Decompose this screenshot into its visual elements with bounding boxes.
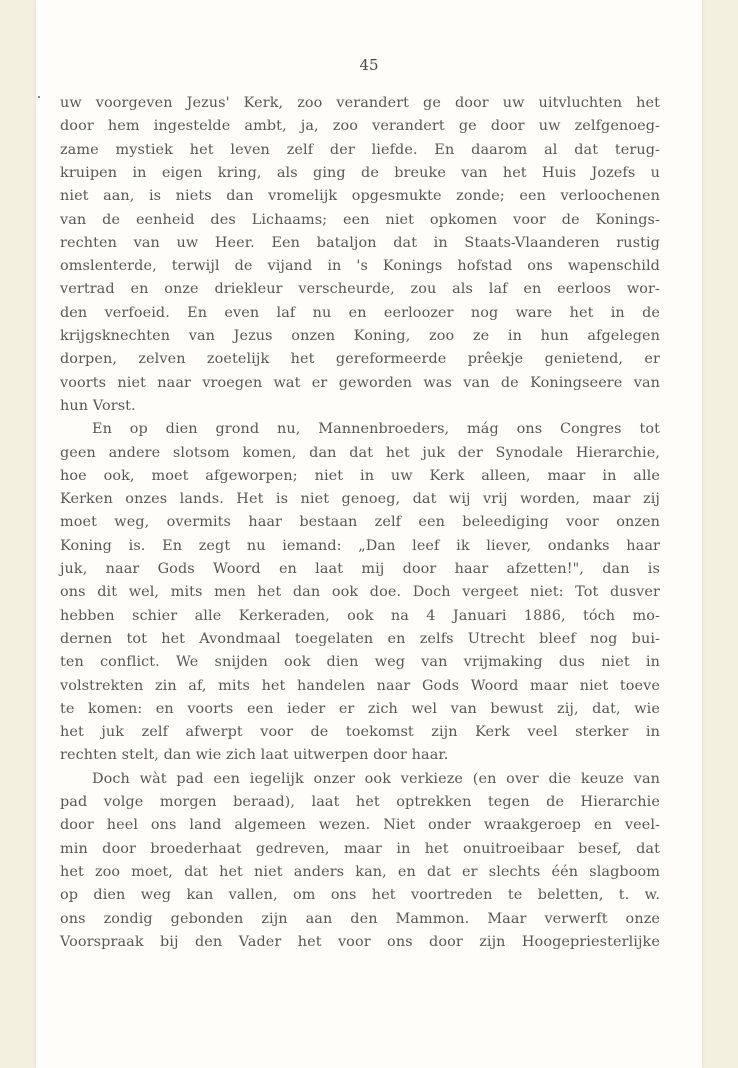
text-line: dorpen, zelven zoetelijk het gereformeerde prêekje genietend, er [60,351,660,368]
text-line: zame mystiek het leven zelf der liefde. En daarom al dat terug- [60,141,660,158]
text-line: door heel ons land algemeen wezen. Niet onder wraakgeroep en veel- [60,817,660,834]
text-line: rechten van uw Heer. Een bataljon dat in Staats-Vlaanderen rustig [60,234,660,251]
text-line: Kerken onzes lands. Het is niet genoeg, dat wij vrij worden, maar zij [60,491,660,508]
text-line: voorts niet naar vroegen wat er geworden was van de Koningseere van [60,374,660,391]
text-line: het zoo moet, dat het niet anders kan, en dat er slechts één slagboom [60,863,660,880]
text-line: juk, naar Gods Woord en laat mij door haar afzetten!", dan is [60,561,660,577]
text-line: ten conflict. We snijden ook dien weg van vrijmaking dus niet in [60,654,660,671]
text-line: te komen: en voorts een ieder er zich wel van bewust zij, dat, wie [60,700,660,717]
text-line: min door broederhaat gedreven, maar in het onuitroeibaar besef, dat [60,840,660,857]
page-number: 45 [359,56,379,74]
text-line: omslenterde, terwijl de vijand in 's Konings hofstad ons wapenschild [60,258,660,275]
text-line: hebben schier alle Kerkeraden, ook na 4 Januari 1886, tóch mo- [60,607,660,624]
text-line: hun Vorst. [60,397,136,414]
text-line: door hem ingestelde ambt, ja, zoo verandert ge door uw zelfgenoeg- [60,118,660,135]
text-line: moet weg, overmits haar bestaan zelf een beleediging voor onzen [60,514,660,531]
text-line: niet aan, is niets dan vromelijk opgesmukte zonde; een verloochenen [60,188,660,205]
text-line: En op dien grond nu, Mannenbroeders, mág ons Congres tot [92,421,660,438]
text-line: geen andere slotsom komen, dan dat het juk der Synodale Hierarchie, [60,444,660,461]
text-line: Doch wàt pad een iegelijk onzer ook verkieze (en over die keuze van [92,770,660,787]
text-line: krijgsknechten van Jezus onzen Koning, zoo ze in hun afgelegen [60,328,660,344]
text-line: volstrekten zin af, mits het handelen naar Gods Woord maar niet toeve [60,677,660,694]
text-line: kruipen in eigen kring, als ging de breuke van het Huis Jozefs u [60,164,660,181]
text-line: den verfoeid. En even laf nu en eerloozer nog ware het in de [60,304,660,321]
text-line: ons dit wel, mits men het dan ook doe. Doch vergeet niet: Tot dusver [60,584,660,601]
text-line: op dien weg kan vallen, om ons het voortreden te beletten, t. w. [60,887,660,904]
text-line: dernen tot het Avondmaal toegelaten en zelfs Utrecht bleef nog bui- [60,630,660,647]
text-line: Voorspraak bij den Vader het voor ons door zijn Hoogepriesterlijke [60,933,660,950]
margin-speck [38,96,40,98]
text-line: het juk zelf afwerpt voor de toekomst zijn Kerk veel sterker in [60,724,660,741]
text-line: ons zondig gebonden zijn aan den Mammon. Maar verwerft onze [60,910,660,927]
text-line: pad volge morgen beraad), laat het optrekken tegen de Hierarchie [60,794,660,810]
paper-sheet [36,0,702,1068]
text-line: Koning is. En zegt nu iemand: „Dan leef ik liever, ondanks haar [60,537,660,554]
text-line: uw voorgeven Jezus' Kerk, zoo verandert ge door uw uitvluchten het [60,95,660,111]
text-line: hoe ook, moet afgeworpen; niet in uw Kerk alleen, maar in alle [60,467,660,484]
text-line: van de eenheid des Lichaams; een niet opkomen voor de Konings- [60,211,660,228]
text-line: vertrad en onze driekleur verscheurde, zou als laf en eerloos wor- [60,281,660,298]
text-line: rechten stelt, dan wie zich laat uitwerpen door haar. [60,747,449,764]
